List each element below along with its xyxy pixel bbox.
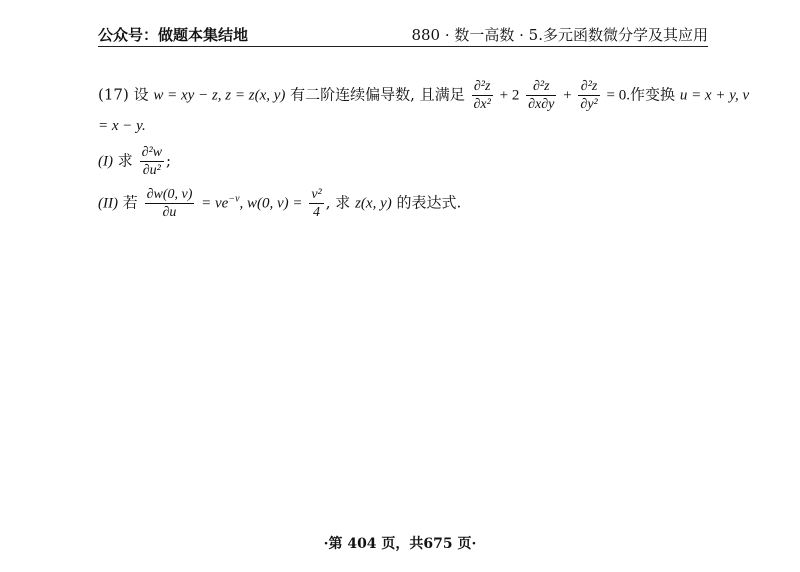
pde-term-2 <box>526 78 556 113</box>
part-2-end-pre: , 求 <box>325 193 351 212</box>
pde-plus: + <box>563 87 572 104</box>
header-left: 公众号：做题本集结地 <box>98 26 249 44</box>
part-2-end: 的表达式. <box>396 193 462 212</box>
part-1 <box>98 144 171 179</box>
pde-term-1-den: ∂x² <box>473 97 491 112</box>
part-1-label: (I) <box>98 153 113 170</box>
pde-plus-2: + 2 <box>499 87 520 104</box>
part-2-text: 若 <box>122 193 138 212</box>
problem-intro: 设 <box>133 85 149 104</box>
pde-term-1 <box>472 78 493 113</box>
pde-term-1-num: ∂²z <box>472 78 493 96</box>
part-1-end: ; <box>166 151 172 170</box>
pde-term-3-num: ∂²z <box>578 78 599 96</box>
pde-term-3 <box>578 78 599 113</box>
transform-equation: u = x + y, v <box>679 87 750 104</box>
part-2-fraction <box>145 186 195 221</box>
part-2-den: ∂u <box>162 205 177 220</box>
part-2 <box>98 186 461 221</box>
part-2-zxy: z(x, y) <box>355 195 392 212</box>
pde-equals: = 0. <box>606 87 631 104</box>
w-definition: w = xy − z, z = z(x, y) <box>153 87 286 104</box>
part-2-frac2-num: v² <box>311 187 322 202</box>
problem-condition: 有二阶连续偏导数, 且满足 <box>290 85 465 104</box>
header-right: 880 · 数一高数 · 5.多元函数微分学及其应用 <box>411 26 708 44</box>
problem-number: (17) <box>98 85 129 104</box>
part-2-num: ∂w(0, v) <box>146 187 193 202</box>
part-2-eq1: = ve <box>201 195 229 212</box>
problem-line-1 <box>98 78 749 113</box>
page-header <box>98 20 708 47</box>
pde-term-3-den: ∂y² <box>580 97 598 112</box>
part-2-frac2-den: 4 <box>313 205 321 220</box>
part-2-fraction-2 <box>309 186 323 221</box>
part-1-num: ∂²w <box>141 145 163 160</box>
transform-text: 作变换 <box>630 85 676 104</box>
part-1-den: ∂u² <box>142 163 161 178</box>
part-2-eq2: , w(0, v) = <box>239 195 303 212</box>
part-2-exponent: −v <box>228 193 240 205</box>
part-1-text: 求 <box>117 151 133 170</box>
page-footer: ·第 404 页，共675 页· <box>323 536 477 552</box>
pde-term-2-den: ∂x∂y <box>528 97 555 112</box>
pde-term-2-num: ∂²z <box>526 78 556 96</box>
part-1-fraction <box>140 144 164 179</box>
part-2-label: (II) <box>98 195 118 212</box>
problem-line-2: = x − y. <box>98 118 146 134</box>
